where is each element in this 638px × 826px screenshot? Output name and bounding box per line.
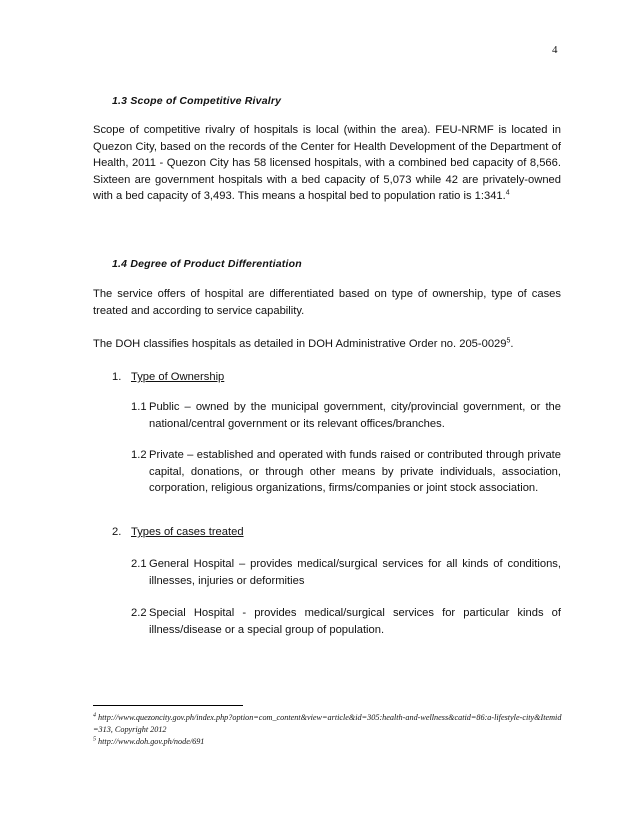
subitem-text: Private – established and operated with funds raised or contributed through private capital, donations, or through other means by private individuals, association, corporation, religious organizations, firms/companies or joint stock association. xyxy=(149,449,561,495)
list-number: 2. xyxy=(112,526,122,538)
subitem-number: 1.2 xyxy=(131,449,147,461)
footnote-4 xyxy=(93,712,563,736)
footnote-divider xyxy=(93,705,243,706)
list-item-type-of-ownership xyxy=(112,371,224,383)
subitem-number: 2.1 xyxy=(131,558,147,570)
footnote-link[interactable]: http://www.quezoncity.gov.ph/index.php?option=com_content&view=article&id=305:health-and-wellness&catid=86:a-lifestyle-city&Itemid=313, Copyright 2012 xyxy=(93,713,562,734)
list-item-types-of-cases xyxy=(112,526,244,538)
list-number: 1. xyxy=(112,371,122,383)
subitem-text: Special Hospital - provides medical/surgical services for particular kinds of illness/disease or a special group of population. xyxy=(149,607,561,636)
subitem-text: General Hospital – provides medical/surgical services for all kinds of conditions, illnesses, injuries or deformities xyxy=(149,558,561,587)
list-label: Types of cases treated xyxy=(131,526,244,538)
paragraph-competitive-rivalry xyxy=(93,122,561,205)
paragraph-end: . xyxy=(510,338,514,350)
footnote-5 xyxy=(93,736,563,748)
footnotes xyxy=(93,712,563,747)
subitem-general-hospital xyxy=(131,556,561,589)
footnote-number: 4 xyxy=(93,712,96,719)
subitem-special-hospital xyxy=(131,605,561,638)
footnote-link[interactable]: http://www.doh.gov.ph/node/691 xyxy=(98,736,205,746)
paragraph-text: Scope of competitive rivalry of hospitals is local (within the area). FEU-NRMF is located in Quezon City, based on the records of the Center for Health Development of the Department of Health, 2011 - Quezon City has 58 licensed hospitals, with a combined bed capacity of 8,566. Sixteen are government hospitals with a bed capacity of 5,073 while 42 are privately-owned with a bed capacity of 3,493. This means a hospital bed to population ratio is 1:341. xyxy=(93,124,561,203)
section-heading-1-4: 1.4 Degree of Product Differentiation xyxy=(112,258,302,270)
subitem-private xyxy=(131,447,561,497)
footnote-ref-5[interactable]: 5 xyxy=(506,337,511,345)
paragraph-text: The DOH classifies hospitals as detailed in DOH Administrative Order no. 205-0029 xyxy=(93,338,507,350)
footnote-number: 5 xyxy=(93,735,96,742)
footnote-ref-4[interactable]: 4 xyxy=(505,189,510,197)
subitem-public xyxy=(131,399,561,432)
subitem-number: 2.2 xyxy=(131,607,147,619)
section-heading-1-3: 1.3 Scope of Competitive Rivalry xyxy=(112,95,282,107)
list-label: Type of Ownership xyxy=(131,371,225,383)
subitem-text: Public – owned by the municipal government, city/provincial government, or the national/central government or its relevant offices/branches. xyxy=(149,401,561,430)
paragraph-doh-classification xyxy=(93,336,561,353)
subitem-number: 1.1 xyxy=(131,401,147,413)
paragraph-service-offers: The service offers of hospital are differentiated based on type of ownership, type of cases treated and according to service capability. xyxy=(93,288,561,317)
page-number: 4 xyxy=(552,44,558,56)
